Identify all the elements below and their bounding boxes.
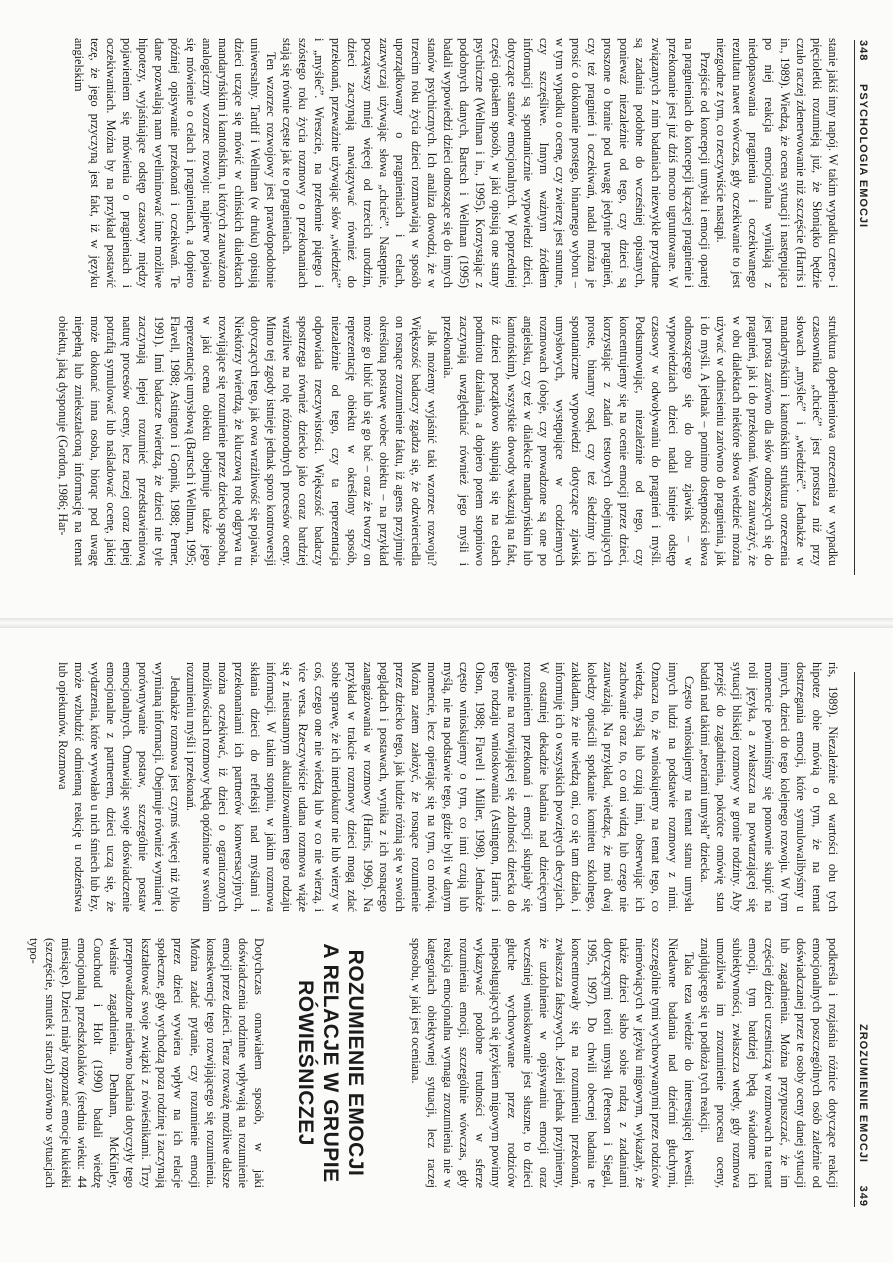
left-column-1 <box>71 38 841 288</box>
paragraph: Często wnioskujemy na temat stanu umysłu innych ludzi na podstawie rozmowy z nimi. Oznacza to, że wnioskujemy na temat tego, co wiedzą, myślą lub czują inni, obserwując ich zachowanie oraz to, co oni widzą lub czego nie zauważają. Na przykład, wiedząc, że moi dwaj koledzy opuścili spotkanie komitetu szkolnego, zakładam, że nie wiedzą oni, co się tam działo, i informuję ich o wszystkich powziętych decyzjach. W ostatniej dekadzie badania nad dziecięcym rozumieniem przekonań i emocji skupiały się głównie na rozwijającej się zdolności dziecka do tego rodzaju wnioskowania (Astington, Harris i Olson, 1988; Flavell i Miller, 1998). Jednakże często wnioskujemy o tym, co inni czują lub myślą, nie na podstawie tego, gdzie byli w danym momencie, lecz opierając się na tym, co mówią. Można zatem założyć, że rosnące rozumienie przez dziecko tego, jak ludzie różnią się w swoich poglądach i postawach, wynika z ich rosnącego zaangażowania w rozmowy (Harris, 1996). Na przykład w trakcie rozmowy dzieci mogą zdać sobie sprawę, że ich interlokutor nie lub wierzy w coś, czego one nie wiedzą lub w co nie wierzą, i vice versa. Rzeczywiście udana rozmowa wiąże się z nieustannym aktualizowaniem tego rodzaju informacji. W takim stopniu, w jakim rozmowa skłania dzieci do refleksji nad myślami i przekonaniami ich partnerów konwersacyjnych, można oczekiwać, iż dzieci o ograniczonych możliwościach rozmowy będą opóźnione w swoim rozumieniu myśli i przekonań. <box>184 662 696 912</box>
paragraph: Taka teza wiedzie do interesującej kwestii. Niedawne badania nad dziećmi głuchymi, szczególnie tymi wychowywanymi przez rodziców niemówiących w języku migowym, wykazały, że także dzieci słabo sobie radzą z zadaniami dotyczącymi teorii umysłu (Peterson i Siegal, 1995, 1997). Do chwili obecnej badania te koncentrowały się na rozumieniu przekonań, zwłaszcza fałszywych. Jeżeli jednak przyjmiemy, że uzdolnienie w opisywaniu emocji oraz wcześniej wnioskowanie jest słuszne, to dzieci głuche wychowywane przez rodziców nieposługujących się językiem migowym powinny wykazywać podobne trudności w sferze rozumienia emocji, szczególnie wówczas, gdy reakcja emocjonalna wymaga zrozumienia nie w kategoriach obiektywnej sytuacji, lecz raczej sposobu, w jaki jest oceniana. <box>408 938 696 1188</box>
left-header-rule <box>854 40 855 575</box>
section-heading-line: ROZUMIENIE EMOCJI <box>343 949 367 1177</box>
right-column-1 <box>55 662 841 912</box>
section-heading-line: A RELACJE W GRUPIE <box>318 943 342 1183</box>
right-header-rule <box>854 672 855 1207</box>
paragraph: Jednakże rozmowa jest czymś więcej niż tylko wymianą informacji. Obejmuje również wymianę i porównywanie postaw, szczególnie postaw emocjonalnych. Omawiając swoje doświadczenie emocjonalne z partnerem, dzieci uczą się, że wydarzenia, które wywołało u nich śmiech lub łzy, może wzbudzić odmienną reakcję u rodzeństwa lub opiekunów. Rozmowa <box>55 662 183 912</box>
paragraph: podkreśla i rozjaśnia różnice dotyczące reakcji emocjonalnych poszczególnych osób zależnie od doświadczanej przez te osoby oceny danej sytuacji lub zagadnienia. Można przypuszczać, że im częściej dzieci uczestniczą w rozmowach na temat emocji, tym bardziej będą świadome ich subiektywności, zwłaszcza wtedy, gdy rozmowa umożliwia im zrozumienie procesu oceny, znajdującego się u podłoża tych reakcji. <box>697 938 840 1188</box>
paragraph: Przejście od koncepcji umysłu i emocji opartej na pragnieniach do koncepcji łączącej pragnienie i przekonanie jest już dziś mocno ugruntowane. W związanych z nim badaniach niezwykle przydatne są zadania podobne do wcześniej opisanych, ponieważ niezależnie od tego, czy dzieci są proszone o branie pod uwagę jedynie pragnień, czy też pragnień i oczekiwań, nadal można je prosić o dokonanie prostego, binarnego wyboru – w tym wypadku o ocenę, czy zwierzę jest smutne, czy szczęśliwe. Innym ważnym źródłem informacji są spontanicznie wypowiedzi dzieci, dotyczące stanów emocjonalnych. W poprzedniej części opisałem sposób, w jaki opisują one stany psychiczne (Wellman i in., 1995). Korzystając z podobnych danych, Bartsch i Wellman (1995) badali wypowiedzi dzieci odnoszące się do innych stanów psychicznych. Ich analiza dowodzi, że w trzecim roku życia dzieci rozmawiają w sposób uporządkowany o pragnieniach i celach, zazwyczaj używając słowa „chcieć”. Następnie, począwszy mniej więcej od trzecich urodzin, dzieci zaczynają nawiązywać również do przekonań, przeważnie używając słów „wiedzieć” i „myśleć”. Wreszcie, na przełomie piątego i szóstego roku życia rozmowy o przekonaniach stają się równie częste jak te o pragnieniach. <box>280 38 712 288</box>
left-page-number: 348 <box>857 40 869 62</box>
paragraph: stanie jakiś inny napój. W takim wypadku cztero- i pięcioletki rozumieją już, że Słoniątko będzie czuło raczej zdenerwowanie niż szczęście (Harris i in., 1989). Wiedzą, że ocena sytuacji i następująca po niej reakcja emocjonalna wynikają z niedopasowania pragnienia i oczekiwanego rezultatu nawet wówczas, gdy oczekiwanie to jest niezgodne z tym, co rzeczywiście nastąpi. <box>713 38 840 288</box>
right-running-head: ZROZUMIENIE EMOCJI <box>857 1023 869 1163</box>
section-heading <box>293 938 368 1188</box>
paragraph: ris, 1989). Niezależnie od wartości obu tych hipotez obie mówią o tym, że na temat dostrzegania emocji, które symulowalibyśmy u innych, dzieci do tego kolejnego rozwoju. W tym momencie powinniśmy się ponownie skupić na roli języka, a zwłaszcza na powtarzającej się sytuacji bliskiej rozmowy w gronie rodziny. Aby przejść do zagadnienia, pokrótce omówię stan badań nad takimi „teoriami umysłu” dziecka. <box>697 662 840 912</box>
section-heading-line: RÓWIEŚNICZEJ <box>293 980 317 1146</box>
paragraph: Jak możemy wyjaśnić taki wzorzec rozwoju? Większość badaczy zgadza się, że odzwierciedla on rosnące zrozumienie faktu, iż agens przyjmuje określoną postawę wobec obiektu – na przykład może go lubić lub się go bać – oraz że tworzy on reprezentację obiektu w określony sposób, niezależnie od tego, czy ta reprezentacja odpowiada rzeczywistości. Większość badaczy spostrzega również dziecko jako coraz bardziej wrażliwe na rolę różnorodnych procesów oceny. Mimo tej zgody istnieje jednak sporo kontrowersji dotyczących tego, jak owa wrażliwość się pojawia. Niektórzy twierdzą, że kluczową rolę odgrywa tu rozwijające się rozumienie przez dziecko sposobu, w jaki ocena obiektu obejmuje także jego reprezentację umysłową (Bartsch i Wellman, 1995; Flavell, 1988; Astington i Gopnik, 1988; Perner, 1991). Inni badacze twierdzą, że dzieci nie tyle zaczynają lepiej rozumieć przedstawieniową naturę procesów oceny, lecz raczej coraz lepiej potrafią symulować lub naśladować ocenę, jakiej może dokonać inna osoba, biorąc pod uwagę niepełną lub zniekształconą informację na temat obiektu, jaką dysponuje (Gordon, 1986; Har- <box>55 316 439 566</box>
left-page <box>0 0 893 615</box>
book-gutter <box>0 618 893 628</box>
left-running-header <box>851 40 871 575</box>
left-running-head: PSYCHOLOGIA EMOCJI <box>857 84 869 229</box>
paragraph: Dotychczas omawiałem sposób, w jaki doświadczenia rodzinne wpływają na rozumienie emocji przez dzieci. Teraz rozważę możliwe dalsze konsekwencje tego rozwijającego się rozumienia. Można zadać pytanie, czy rozumienie emocji przez dzieci wywiera wpływ na ich relacje społeczne, gdy wychodzą poza rodzinę i zaczynają kształtować swoje związki z rówieśnikami. Trzy przeprowadzone niedawno badania dotyczyły tego właśnie zagadnienia. Denham, McKinley, Couchoud i Holt (1990) badali wiedzę emocjonalną przedszkolaków (średnia wieku: 44 miesiące). Dzieci miały rozpoznać emocje kukiełki (szczęście, smutek i strach) zarówno w sytuacjach typo- <box>27 938 266 1188</box>
left-column-2 <box>55 316 841 566</box>
right-page-number: 349 <box>857 1185 869 1207</box>
paragraph: struktura dopełnieniowa orzeczenia w wypadku czasownika „chcieć” jest prostsza niż przy słowach „myśleć” i „wiedzieć”. Jednakże w mandaryńskim i kantońskim struktura orzeczenia jest prosta zarówno dla słów odnoszących się do pragnień, jak i do przekonań. Warto zauważyć, że w obu dialektach niektóre słowa wiedzieć można używać w odniesieniu zarówno do pragnienia, jak i do myśli. A jednak – pomimo dostępności słowa odnoszącego się do obu zjawisk – w wypowiedziach dzieci nadal istnieje odstęp czasowy w odwoływaniu do pragnień i myśli. Podsumowując, niezależnie od tego, czy koncentrujemy się na ocenie emocji przez dzieci, korzystając z zadań testowych obejmujących proste, binarny osąd, czy też śledzimy ich spontaniczne wypowiedzi dotyczące zjawisk umysłowych, występujące w codziennych rozmowach (oboje, czy prowadzone są one po angielsku, czy też w dialekcie mandaryńskim lub kantońskim), wszystkie dowody wskazują na fakt, iż dzieci początkowo skupiają się na celach podmiotu działania, a dopiero potem stopniowo zaczynają uwzględniać również jego myśli i przekonania. <box>440 316 840 566</box>
right-page <box>0 632 893 1247</box>
right-column-2 <box>26 938 841 1188</box>
paragraph: Ten wzorzec rozwojowy jest prawdopodobnie uniwersalny. Tardif i Wellman (w druku) opisują dzieci uczące się mówić w chińskich dialektach mandaryńskim i kantońskim, u których zauważono analogiczny wzorzec rozwoju: najpierw pojawia się mówienie o celach i pragnieniach, a dopiero później opisywanie przekonań i oczekiwań. Te dane pozwalają nam wyeliminować inne możliwe hipotezy, wyjaśniające odstęp czasowy między pojawieniem się mówienia o pragnieniach i oczekiwaniach. Można by na przykład postawić tezę, że jego przyczyną jest fakt, iż w języku angielskim <box>71 38 279 288</box>
right-running-header <box>851 672 871 1207</box>
